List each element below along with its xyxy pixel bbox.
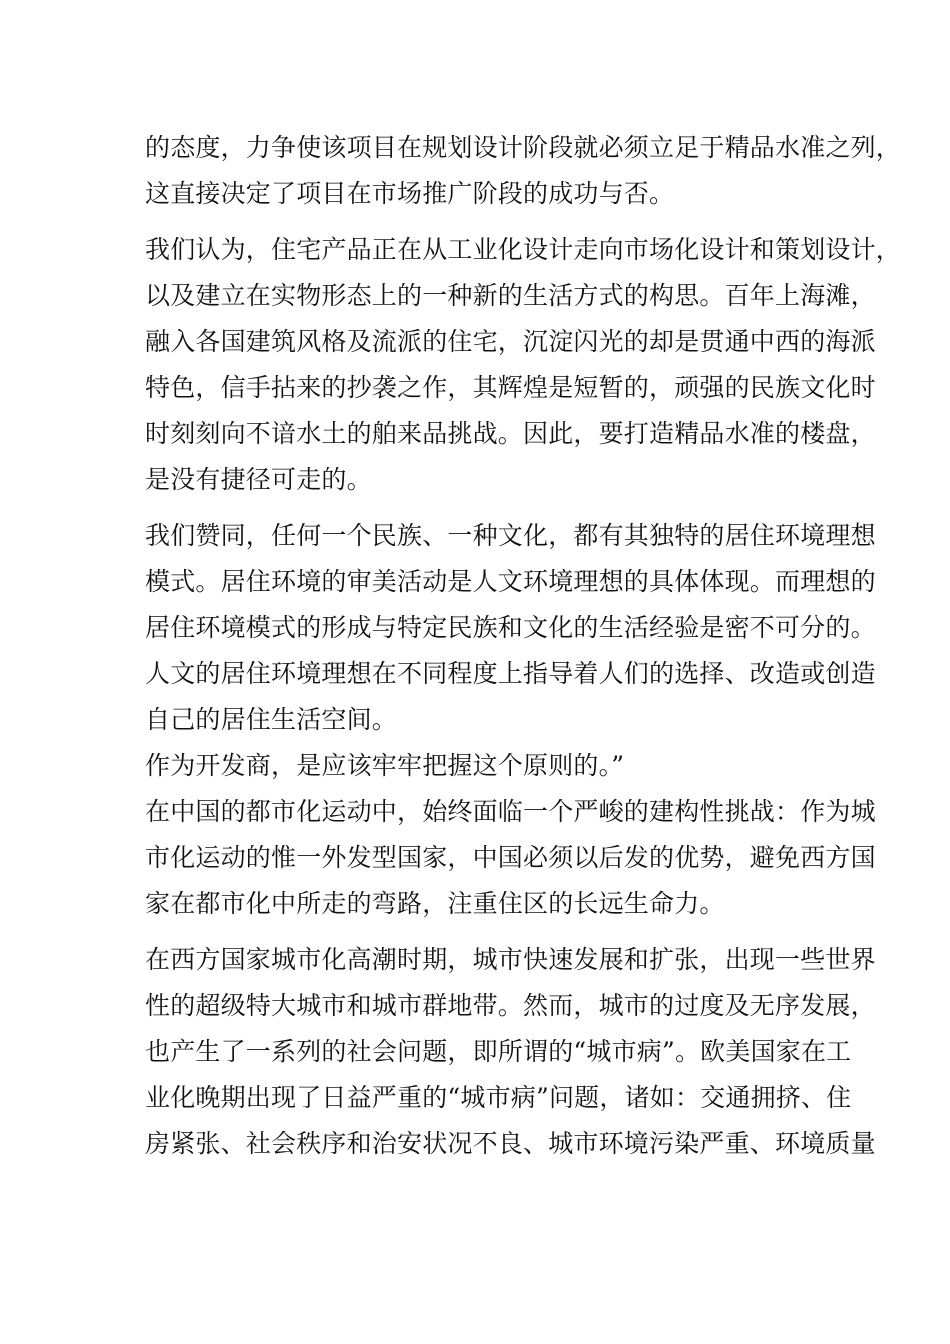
text-line: 以及建立在实物形态上的一种新的生活方式的构思。百年上海滩， (145, 281, 876, 310)
text-line: 市化运动的惟一外发型国家，中国必须以后发的优势，避免西方国 (145, 843, 876, 872)
text-line: 我们认为，住宅产品正在从工业化设计走向市场化设计和策划设计， (145, 235, 902, 264)
text-line: 人文的居住环境理想在不同程度上指导着人们的选择、改造或创造 (145, 659, 876, 688)
text-line: 是没有捷径可走的。 (145, 465, 372, 494)
text-line: 业化晚期出现了日益严重的“城市病”问题，诸如：交通拥挤、住 (145, 1083, 852, 1112)
paragraph-2 (145, 230, 902, 506)
text-line: 也产生了一系列的社会问题，即所谓的“城市病”。欧美国家在工 (145, 1037, 852, 1066)
text-line: 时刻刻向不谙水土的舶来品挑战。因此，要打造精品水准的楼盘， (145, 419, 876, 448)
text-line: 性的超级特大城市和城市群地带。然而，城市的过度及无序发展， (145, 991, 876, 1020)
paragraph-4 (145, 746, 815, 792)
document-body (145, 128, 902, 1170)
text-line: 家在都市化中所走的弯路，注重住区的长远生命力。 (145, 889, 725, 918)
text-line: 这直接决定了项目在市场推广阶段的成功与否。 (145, 179, 675, 208)
paragraph-6 (145, 940, 876, 1170)
text-line: 的态度，力争使该项目在规划设计阶段就必须立足于精品水准之列， (145, 133, 902, 162)
text-line: 特色，信手拈来的抄袭之作，其辉煌是短暂的，顽强的民族文化时 (145, 373, 876, 402)
paragraph-5 (145, 792, 876, 930)
text-line: 房紧张、社会秩序和治安状况不良、城市环境污染严重、环境质量 (145, 1129, 876, 1158)
paragraph-3 (145, 516, 876, 746)
text-line: 模式。居住环境的审美活动是人文环境理想的具体体现。而理想的 (145, 567, 876, 596)
paragraph-1 (145, 128, 902, 220)
text-line: 在西方国家城市化高潮时期，城市快速发展和扩张，出现一些世界 (145, 945, 876, 974)
text-line: 作为开发商，是应该牢牢把握这个原则的。” (145, 751, 625, 780)
text-line: 自己的居住生活空间。 (145, 705, 398, 734)
text-line: 融入各国建筑风格及流派的住宅，沉淀闪光的却是贯通中西的海派 (145, 327, 876, 356)
text-line: 居住环境模式的形成与特定民族和文化的生活经验是密不可分的。 (145, 613, 876, 642)
text-line: 在中国的都市化运动中，始终面临一个严峻的建构性挑战：作为城 (145, 797, 876, 826)
text-line: 我们赞同，任何一个民族、一种文化，都有其独特的居住环境理想 (145, 521, 876, 550)
